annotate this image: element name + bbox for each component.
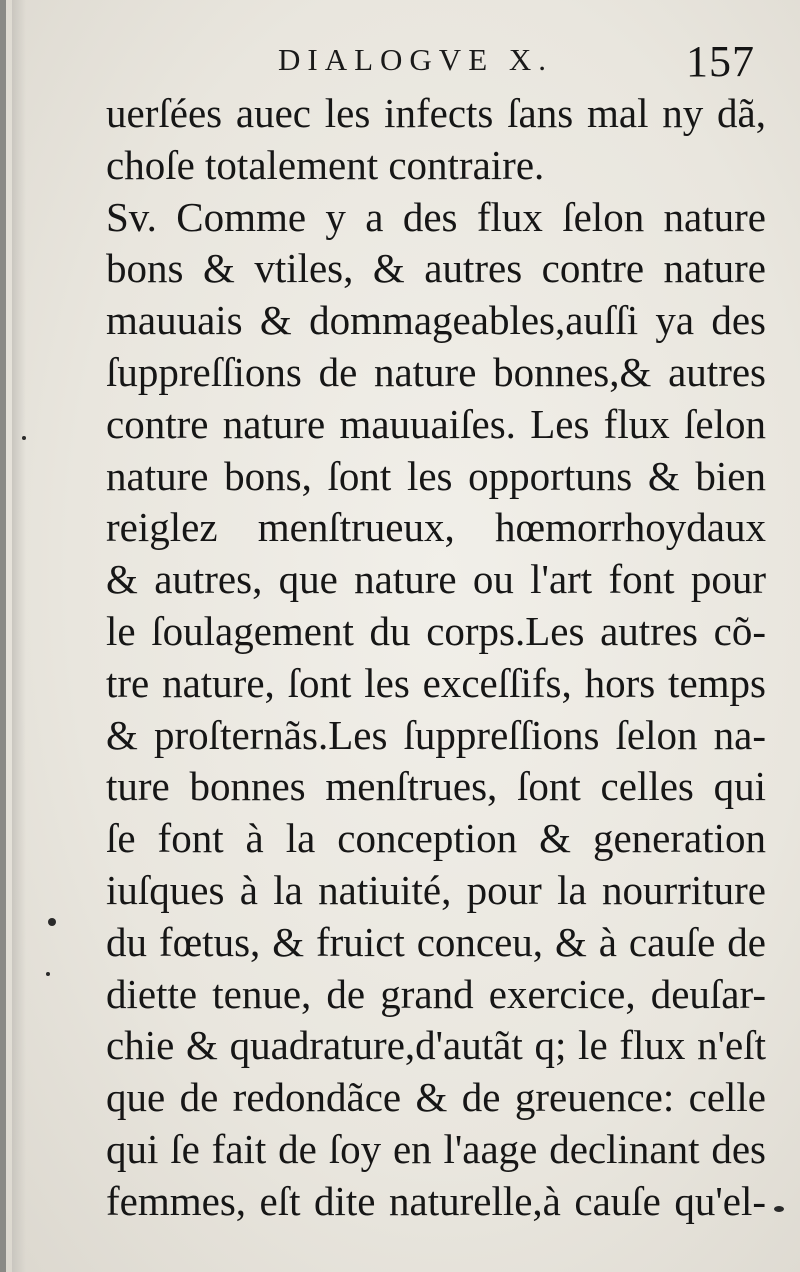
ink-speck: [774, 1206, 784, 1212]
ink-speck: [48, 918, 56, 926]
text-line: qui ſe fait de ſoy en l'aage declinant des: [106, 1125, 766, 1172]
text-line: le ſoulagement du corps.Les autres cõ-: [106, 607, 766, 654]
text-line: femmes, eſt dite naturelle,à cauſe qu'el-: [106, 1177, 766, 1224]
page-number: 157: [686, 37, 755, 86]
text-line: & proſternãs.Les ſuppreſſions ſelon na-: [106, 711, 766, 758]
text-line: que de redondãce & de greuence: celle: [106, 1074, 766, 1121]
text-line: contre nature mauuaiſes. Les flux ſelon: [106, 400, 766, 447]
ink-speck: [46, 972, 50, 976]
text-line: uerſées auec les infects ſans mal ny dã,: [106, 90, 766, 136]
page-header: [6, 36, 800, 96]
text-line: du fœtus, & fruict conceu, & à cauſe de: [106, 918, 766, 965]
text-line: ture bonnes menſtrues, ſont celles qui: [106, 763, 766, 810]
text-line: tre nature, ſont les exceſſifs, hors temps: [106, 659, 766, 706]
text-line: chie & quadrature,d'autãt q; le flux n'eſt: [106, 1022, 766, 1069]
page-gutter-shadow: [12, 0, 26, 1272]
text-line: nature bons, ſont les opportuns & bien: [106, 452, 766, 499]
text-line: ſe font à la conception & generation: [106, 815, 766, 862]
text-line: & autres, que nature ou l'art font pour: [106, 556, 766, 603]
text-line: diette tenue, de grand exercice, deuſar-: [106, 970, 766, 1017]
text-line: mauuais & dommageables,auſſi ya des: [106, 297, 766, 344]
text-line: bons & vtiles, & autres contre nature: [106, 245, 766, 292]
text-line: iuſques à la natiuité, pour la nourriture: [106, 866, 766, 913]
text-line: ſuppreſſions de nature bonnes,& autres: [106, 348, 766, 395]
text-line: reiglez menſtrueux, hœmorrhoydaux: [106, 504, 766, 551]
body-text: [106, 88, 766, 1228]
running-title: DIALOGVE X.: [278, 42, 554, 77]
text-line: Sv. Comme y a des flux ſelon nature: [106, 193, 766, 240]
ink-speck: [22, 436, 26, 440]
text-line: choſe totalement contraire.: [106, 141, 545, 188]
